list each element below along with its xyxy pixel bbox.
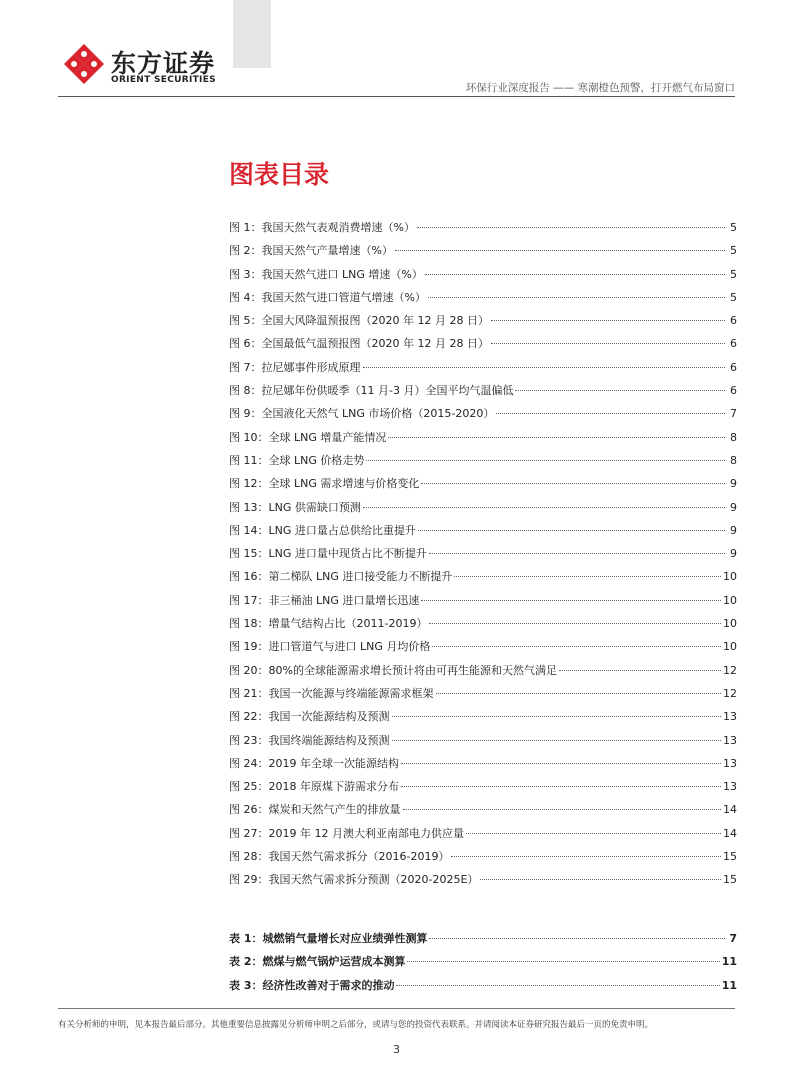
toc-figure-entry[interactable] bbox=[229, 242, 737, 265]
toc-figure-entry-label: 图 5：全国大风降温预报图（2020 年 12 月 28 日） bbox=[229, 314, 489, 328]
toc-figure-entry[interactable] bbox=[229, 685, 737, 708]
dot-leader bbox=[418, 530, 725, 531]
toc-figure-entry-page: 5 bbox=[730, 290, 737, 304]
toc-figure-entry-page: 14 bbox=[723, 803, 737, 817]
dot-leader bbox=[454, 576, 721, 577]
toc-figure-entry-page: 9 bbox=[730, 477, 737, 491]
toc-figure-entry[interactable] bbox=[229, 522, 737, 545]
header-gray-band bbox=[233, 0, 271, 68]
toc-figure-entry-label: 图 21：我国一次能源与终端能源需求框架 bbox=[229, 686, 434, 700]
toc-figure-entry-page: 8 bbox=[730, 453, 737, 467]
dot-leader bbox=[392, 716, 722, 717]
dot-leader bbox=[466, 833, 721, 834]
toc-figure-entry[interactable] bbox=[229, 266, 737, 289]
footer-divider bbox=[58, 1008, 735, 1009]
toc-figure-entry-page: 15 bbox=[723, 873, 737, 887]
dot-leader bbox=[491, 343, 725, 344]
toc-figure-entry-page: 10 bbox=[723, 617, 737, 631]
toc-figure-entry[interactable] bbox=[229, 825, 737, 848]
dot-leader bbox=[396, 985, 719, 986]
toc-figure-entry-label: 图 16：第二梯队 LNG 进口接受能力不断提升 bbox=[229, 570, 453, 584]
header-divider bbox=[58, 96, 735, 97]
toc-title: 图表目录 bbox=[229, 160, 330, 189]
toc-figure-entry[interactable] bbox=[229, 499, 737, 522]
dot-leader bbox=[421, 483, 725, 484]
toc-table-entry[interactable] bbox=[229, 953, 737, 976]
toc-table-entry-label: 表 2：燃煤与燃气锅炉运营成本测算 bbox=[229, 955, 406, 969]
dot-leader bbox=[425, 274, 725, 275]
toc-figure-entry-label: 图 4：我国天然气进口管道气增速（%） bbox=[229, 290, 426, 304]
toc-figure-entry-page: 9 bbox=[730, 523, 737, 537]
toc-figure-entry[interactable] bbox=[229, 848, 737, 871]
dot-leader bbox=[401, 763, 721, 764]
toc-table-entry-page: 11 bbox=[721, 955, 737, 969]
toc-figure-entry[interactable] bbox=[229, 568, 737, 591]
toc-figure-entry-page: 10 bbox=[723, 640, 737, 654]
toc-table-entry-label: 表 3：经济性改善对于需求的推动 bbox=[229, 978, 395, 992]
report-tag: 环保行业深度报告 —— 寒潮橙色预警，打开燃气布局窗口 bbox=[465, 82, 735, 94]
dot-leader bbox=[429, 938, 725, 939]
toc-figure-entry-page: 5 bbox=[730, 221, 737, 234]
toc-table-entry[interactable] bbox=[229, 930, 737, 953]
toc-figure-entry-page: 14 bbox=[723, 826, 737, 840]
toc-figure-entry-label: 图 19：进口管道气与进口 LNG 月均价格 bbox=[229, 640, 431, 654]
toc-figure-entry[interactable] bbox=[229, 545, 737, 568]
dot-leader bbox=[401, 786, 721, 787]
toc-figure-entry[interactable] bbox=[229, 475, 737, 498]
toc-figure-entry-page: 7 bbox=[730, 407, 737, 421]
dot-leader bbox=[392, 740, 722, 741]
toc-figure-entry-page: 10 bbox=[723, 570, 737, 584]
dot-leader bbox=[363, 367, 726, 368]
toc-figure-entry[interactable] bbox=[229, 452, 737, 475]
brand-name-en: ORIENT SECURITIES bbox=[111, 75, 216, 85]
dot-leader bbox=[388, 437, 725, 438]
toc-figure-entry-label: 图 18：增量气结构占比（2011-2019） bbox=[229, 617, 428, 631]
toc-figure-entry-page: 6 bbox=[730, 360, 737, 374]
toc-figure-entry[interactable] bbox=[229, 335, 737, 358]
toc-figure-entry[interactable] bbox=[229, 219, 737, 242]
dot-leader bbox=[363, 507, 725, 508]
toc-figure-entry-page: 13 bbox=[723, 780, 737, 794]
toc-figure-entry-label: 图 11：全球 LNG 价格走势 bbox=[229, 453, 365, 467]
toc-figure-entry-label: 图 25：2018 年原煤下游需求分布 bbox=[229, 780, 399, 794]
toc-figure-entry-label: 图 14：LNG 进口量占总供给比重提升 bbox=[229, 523, 416, 537]
toc-figure-entry-label: 图 1：我国天然气表观消费增速（%） bbox=[229, 221, 415, 234]
dot-leader bbox=[559, 670, 721, 671]
toc-figure-entry-label: 图 17：非三桶油 LNG 进口量增长迅速 bbox=[229, 593, 420, 607]
toc-figure-entry-page: 9 bbox=[730, 500, 737, 514]
toc-figure-entry-label: 图 10：全球 LNG 增量产能情况 bbox=[229, 430, 387, 444]
toc-figure-entry-label: 图 26：煤炭和天然气产生的排放量 bbox=[229, 803, 401, 817]
dot-leader bbox=[515, 390, 725, 391]
dot-leader bbox=[436, 693, 722, 694]
orient-securities-logo-icon bbox=[62, 42, 106, 86]
toc-figure-entry[interactable] bbox=[229, 312, 737, 335]
toc-figure-entry[interactable] bbox=[229, 755, 737, 778]
toc-figure-entry-label: 图 20：80%的全球能源需求增长预计将由可再生能源和天然气满足 bbox=[229, 663, 557, 677]
toc-figure-entry-page: 13 bbox=[723, 756, 737, 770]
toc-table-entry[interactable] bbox=[229, 977, 737, 1000]
toc-figure-entry[interactable] bbox=[229, 382, 737, 405]
toc-figure-entry-page: 5 bbox=[730, 244, 737, 258]
toc-figure-entry-label: 图 12：全球 LNG 需求增速与价格变化 bbox=[229, 477, 420, 491]
toc-figure-entry[interactable] bbox=[229, 708, 737, 731]
toc-figure-entry-label: 图 3：我国天然气进口 LNG 增速（%） bbox=[229, 267, 423, 281]
toc-figure-entry-page: 5 bbox=[730, 267, 737, 281]
toc-figure-entry[interactable] bbox=[229, 615, 737, 638]
toc-figure-entry-label: 图 9：全国液化天然气 LNG 市场价格（2015-2020） bbox=[229, 407, 495, 421]
dot-leader bbox=[491, 320, 725, 321]
dot-leader bbox=[421, 600, 721, 601]
dot-leader bbox=[429, 623, 721, 624]
toc-figure-entry-label: 图 22：我国一次能源结构及预测 bbox=[229, 710, 390, 724]
page-number: 3 bbox=[393, 1043, 400, 1056]
figure-list bbox=[229, 219, 737, 895]
dot-leader bbox=[429, 553, 725, 554]
dot-leader bbox=[451, 856, 721, 857]
toc-figure-entry[interactable] bbox=[229, 732, 737, 755]
toc-figure-entry-page: 8 bbox=[730, 430, 737, 444]
dot-leader bbox=[496, 413, 725, 414]
table-list bbox=[229, 930, 737, 1000]
toc-figure-entry-label: 图 28：我国天然气需求拆分（2016-2019） bbox=[229, 850, 450, 864]
toc-figure-entry[interactable] bbox=[229, 289, 737, 312]
toc-figure-entry-page: 13 bbox=[723, 733, 737, 747]
toc-figure-entry-label: 图 2：我国天然气产量增速（%） bbox=[229, 244, 393, 258]
dot-leader bbox=[417, 227, 725, 228]
dot-leader bbox=[480, 879, 721, 880]
toc-table-entry-page: 11 bbox=[721, 978, 737, 992]
toc-figure-entry-page: 13 bbox=[723, 710, 737, 724]
toc-figure-entry-label: 图 15：LNG 进口量中现货占比不断提升 bbox=[229, 547, 427, 561]
toc-table-entry-page: 7 bbox=[729, 932, 737, 945]
dot-leader bbox=[366, 460, 725, 461]
footer-disclaimer: 有关分析师的申明，见本报告最后部分。其他重要信息披露见分析师申明之后部分，或请与您的投资代表联系。并请阅读本证券研究报告最后一页的免责申明。 bbox=[58, 1020, 654, 1030]
toc-figure-entry-label: 图 29：我国天然气需求拆分预测（2020-2025E） bbox=[229, 873, 479, 887]
toc-figure-entry-label: 图 8：拉尼娜年份供暖季（11 月-3 月）全国平均气温偏低 bbox=[229, 384, 514, 398]
toc-figure-entry[interactable] bbox=[229, 429, 737, 452]
toc-figure-entry-label: 图 6：全国最低气温预报图（2020 年 12 月 28 日） bbox=[229, 337, 489, 351]
toc-figure-entry-label: 图 27：2019 年 12 月澳大利亚南部电力供应量 bbox=[229, 826, 464, 840]
toc-figure-entry-label: 图 24：2019 年全球一次能源结构 bbox=[229, 756, 399, 770]
dot-leader bbox=[403, 809, 722, 810]
toc-figure-entry[interactable] bbox=[229, 662, 737, 685]
dot-leader bbox=[395, 250, 725, 251]
toc-figure-entry-page: 12 bbox=[723, 663, 737, 677]
toc-figure-entry[interactable] bbox=[229, 801, 737, 824]
dot-leader bbox=[428, 297, 725, 298]
toc-figure-entry-page: 6 bbox=[730, 384, 737, 398]
toc-figure-entry-label: 图 23：我国终端能源结构及预测 bbox=[229, 733, 390, 747]
toc-figure-entry-page: 6 bbox=[730, 314, 737, 328]
toc-figure-entry[interactable] bbox=[229, 405, 737, 428]
brand-name-cn: 东方证券 bbox=[111, 49, 216, 78]
dot-leader bbox=[432, 646, 721, 647]
toc-figure-entry-label: 图 7：拉尼娜事件形成原理 bbox=[229, 360, 361, 374]
toc-figure-entry-page: 15 bbox=[723, 850, 737, 864]
toc-figure-entry[interactable] bbox=[229, 592, 737, 615]
toc-figure-entry-page: 12 bbox=[723, 686, 737, 700]
toc-figure-entry-label: 图 13：LNG 供需缺口预测 bbox=[229, 500, 361, 514]
toc-figure-entry-page: 9 bbox=[730, 547, 737, 561]
toc-table-entry-label: 表 1：城燃销气量增长对应业绩弹性测算 bbox=[229, 932, 428, 945]
dot-leader bbox=[407, 961, 719, 962]
toc-figure-entry-page: 10 bbox=[723, 593, 737, 607]
toc-figure-entry[interactable] bbox=[229, 638, 737, 661]
toc-figure-entry[interactable] bbox=[229, 778, 737, 801]
toc-figure-entry[interactable] bbox=[229, 359, 737, 382]
toc-figure-entry[interactable] bbox=[229, 871, 737, 894]
toc-figure-entry-page: 6 bbox=[730, 337, 737, 351]
